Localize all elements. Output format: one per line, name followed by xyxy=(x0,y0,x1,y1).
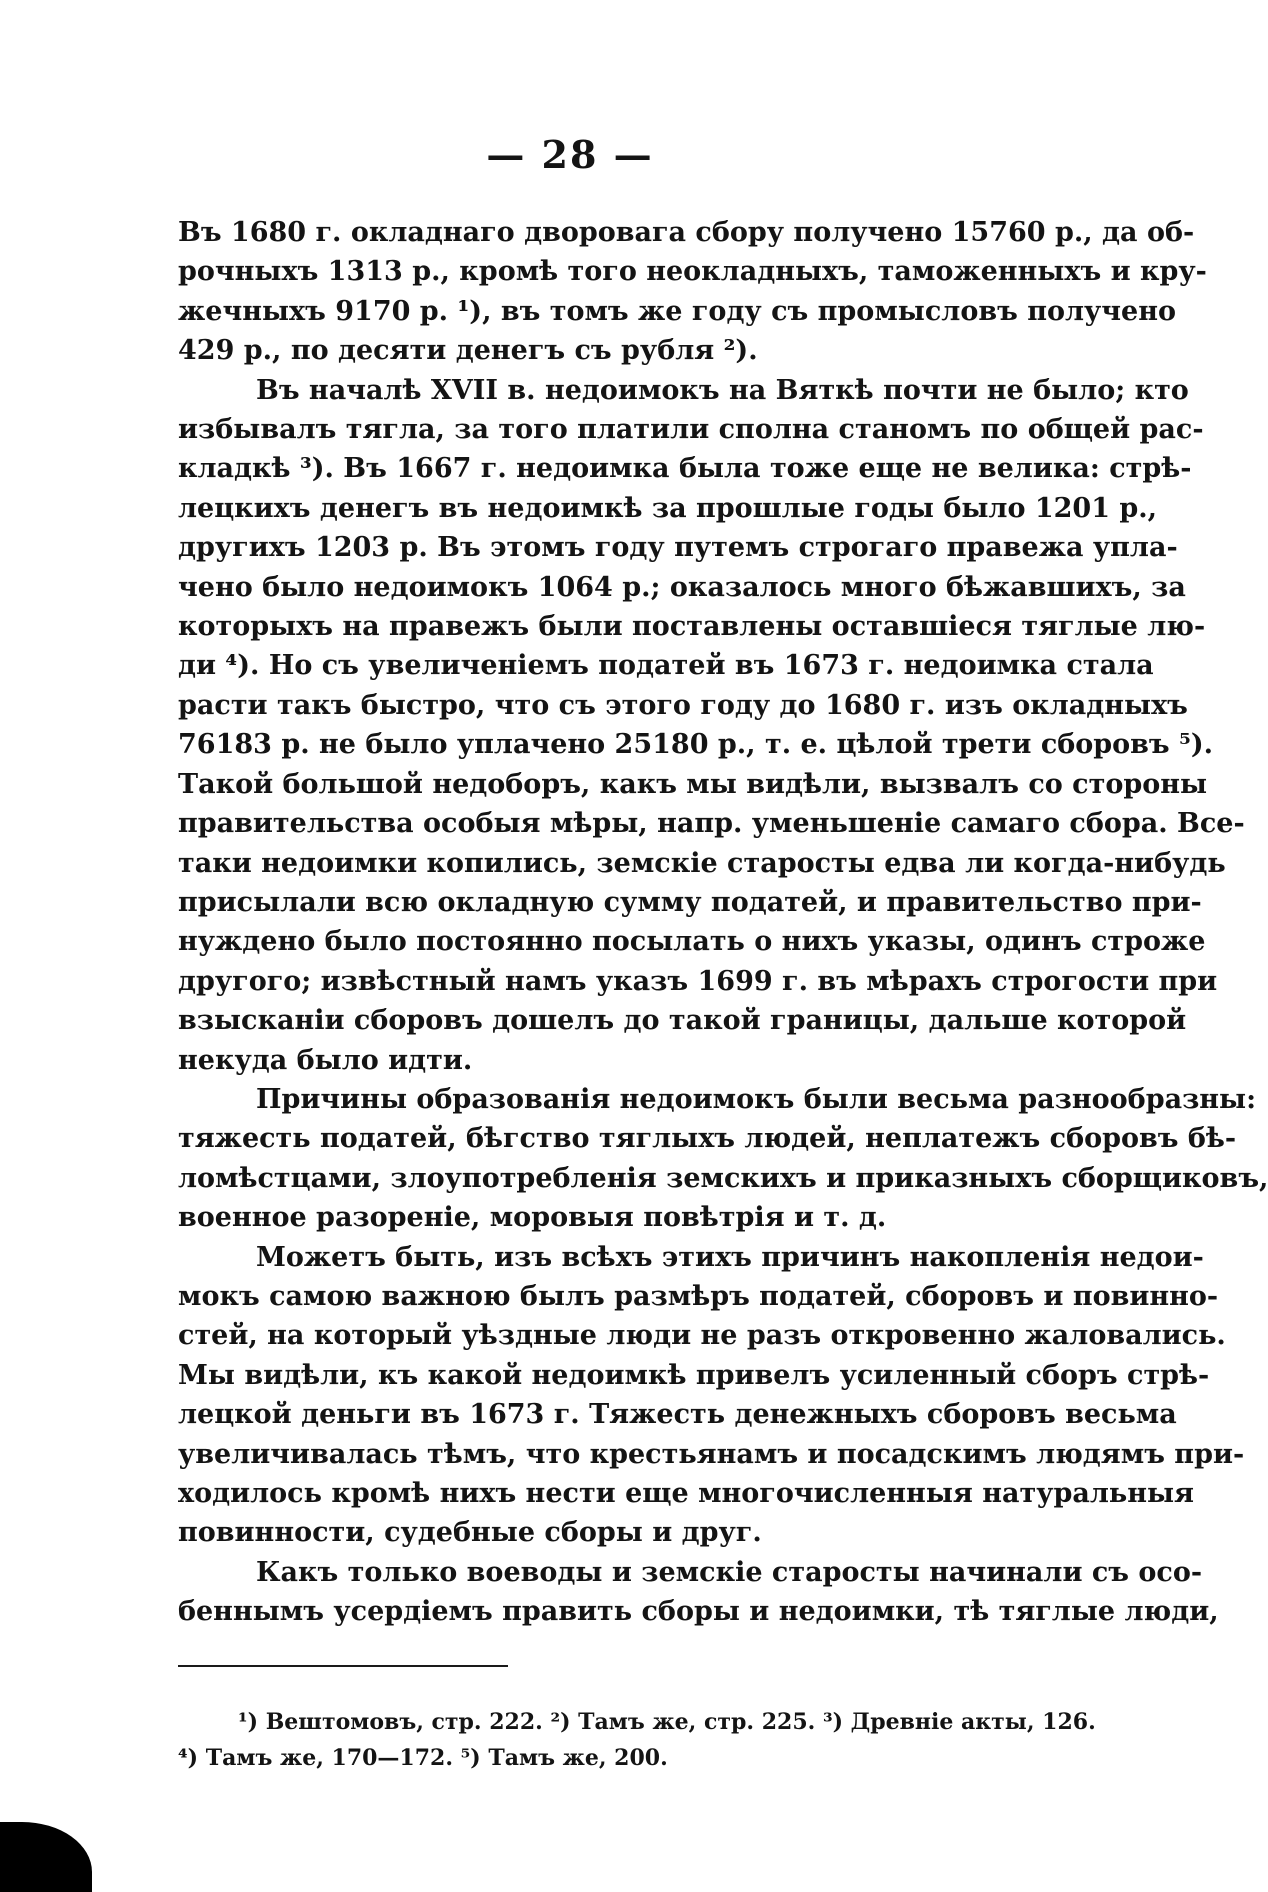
text-line: Такой большой недоборъ, какъ мы видѣли, вызвалъ со стороны xyxy=(178,768,1208,800)
text-line: которыхъ на правежъ были поставлены оставшіеся тяглые лю- xyxy=(178,611,1206,643)
text-line: таки недоимки копились, земскіе старосты едва ли когда-нибудь xyxy=(178,847,1226,879)
text-line: стей, на который уѣздные люди не разъ откровенно жаловались. xyxy=(178,1320,1226,1352)
text-line: некуда было идти. xyxy=(178,1044,473,1076)
text-line: нуждено было постоянно посылать о нихъ указы, одинъ строже xyxy=(178,926,1206,958)
text-line: взысканіи сборовъ дошелъ до такой границы, дальше которой xyxy=(178,1005,1187,1037)
text-line: избывалъ тягла, за того платили сполна станомъ по общей рас- xyxy=(178,414,1204,446)
ink-blot xyxy=(0,1822,92,1892)
text-line: расти такъ быстро, что съ этого году до 1680 г. изъ окладныхъ xyxy=(178,689,1188,721)
text-line: другого; извѣстный намъ указъ 1699 г. въ мѣрахъ строгости при xyxy=(178,965,1218,997)
footnote-line: ¹) Вештомовъ, стр. 222. ²) Тамъ же, стр. 225. ³) Древніе акты, 126. xyxy=(238,1709,1096,1735)
text-line: мокъ самою важною былъ размѣръ податей, сборовъ и повинно- xyxy=(178,1280,1219,1312)
body-text xyxy=(178,213,1268,1632)
text-line: Какъ только воеводы и земскіе старосты начинали съ осо- xyxy=(256,1556,1203,1588)
text-line: ди ⁴). Но съ увеличеніемъ податей въ 1673 г. недоимка стала xyxy=(178,650,1154,682)
footnotes xyxy=(178,1704,1126,1776)
text-line: жечныхъ 9170 р. ¹), въ томъ же году съ промысловъ получено xyxy=(178,295,1176,327)
text-line: другихъ 1203 р. Въ этомъ году путемъ строгаго правежа упла- xyxy=(178,532,1178,564)
text-line: 429 р., по десяти денегъ съ рубля ²). xyxy=(178,335,758,367)
text-line: Мы видѣли, къ какой недоимкѣ привелъ усиленный сборъ стрѣ- xyxy=(178,1359,1210,1391)
text-line: повинности, судебные сборы и друг. xyxy=(178,1517,762,1549)
text-line: увеличивалась тѣмъ, что крестьянамъ и посадскимъ людямъ при- xyxy=(178,1438,1245,1470)
text-line: правительства особыя мѣры, напр. уменьшеніе самаго сбора. Все- xyxy=(178,808,1245,840)
text-line: рочныхъ 1313 р., кромѣ того неокладныхъ, таможенныхъ и кру- xyxy=(178,256,1207,288)
text-line: чено было недоимокъ 1064 р.; оказалось много бѣжавшихъ, за xyxy=(178,571,1186,603)
text-line: беннымъ усердіемъ править сборы и недоимки, тѣ тяглые люди, xyxy=(178,1596,1219,1628)
text-line: Причины образованія недоимокъ были весьма разнообразны: xyxy=(256,1083,1257,1115)
page-number: — 28 — xyxy=(486,132,654,177)
text-line: присылали всю окладную сумму податей, и правительство при- xyxy=(178,886,1202,918)
text-line: кладкѣ ³). Въ 1667 г. недоимка была тоже еще не велика: стрѣ- xyxy=(178,453,1192,485)
text-line: Можетъ быть, изъ всѣхъ этихъ причинъ накопленія недои- xyxy=(256,1241,1204,1273)
text-line: Въ 1680 г. окладнаго дворовага сбору получено 15760 р., да об- xyxy=(178,217,1195,248)
text-line: лецкихъ денегъ въ недоимкѣ за прошлые годы было 1201 р., xyxy=(178,492,1158,524)
text-line: лецкой деньги въ 1673 г. Тяжесть денежныхъ сборовъ весьма xyxy=(178,1399,1177,1431)
text-line: 76183 р. не было уплачено 25180 р., т. е. цѣлой трети сборовъ ⁵). xyxy=(178,729,1214,761)
text-line: ломѣстцами, злоупотребленія земскихъ и приказныхъ сборщиковъ, xyxy=(178,1162,1268,1194)
footnote-separator xyxy=(178,1665,508,1667)
text-line: ходилось кромѣ нихъ нести еще многочисленныя натуральныя xyxy=(178,1478,1195,1509)
text-line: тяжесть податей, бѣгство тяглыхъ людей, неплатежъ сборовъ бѣ- xyxy=(178,1123,1237,1155)
footnote-line: ⁴) Тамъ же, 170—172. ⁵) Тамъ же, 200. xyxy=(178,1745,668,1771)
text-line: военное разореніе, моровыя повѣтрія и т. д. xyxy=(178,1202,887,1234)
text-line: Въ началѣ XVII в. недоимокъ на Вяткѣ почти не было; кто xyxy=(256,374,1189,406)
